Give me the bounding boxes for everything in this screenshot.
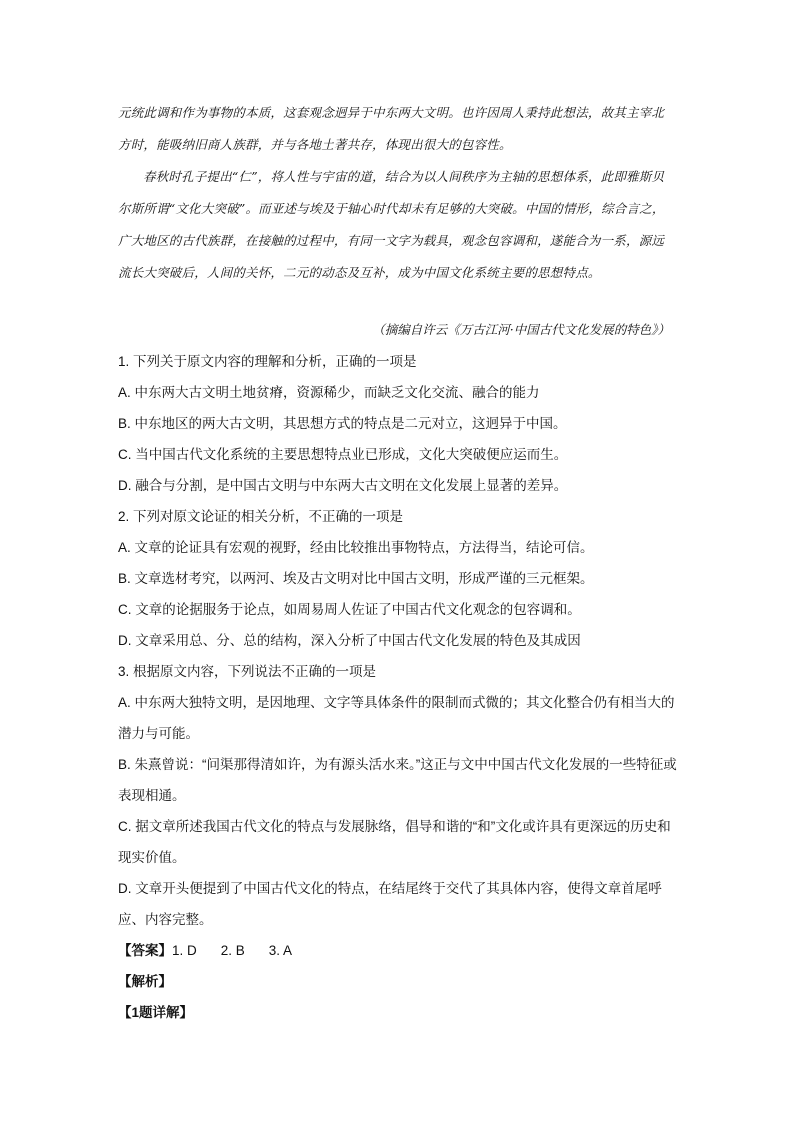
question-2-option-c: C. 文章的论据服务于论点，如周易周人佐证了中国古代文化观念的包容调和。 <box>118 602 581 617</box>
questions-section <box>118 346 678 1028</box>
question-3-stem: 3. 根据原文内容，下列说法不正确的一项是 <box>118 664 377 679</box>
question-2-option-d: D. 文章采用总、分、总的结构，深入分析了中国古代文化发展的特色及其成因 <box>118 633 581 648</box>
question-1-stem: 1. 下列关于原文内容的理解和分析，正确的一项是 <box>118 354 417 369</box>
question-2-stem: 2. 下列对原文论证的相关分析，不正确的一项是 <box>118 509 404 524</box>
question-3-option-a: A. 中东两大独特文明，是因地理、文字等具体条件的限制而式微的；其文化整合仍有相当大的潜力与可能。 <box>118 695 675 741</box>
question-1-option-a: A. 中东两大古文明土地贫瘠，资源稀少，而缺乏文化交流、融合的能力 <box>118 385 540 400</box>
answer-item-3: 3. A <box>268 943 293 958</box>
passage-paragraph-2: 春秋时孔子提出“仁”，将人性与宇宙的道，结合为以人间秩序为主轴的思想体系，此即雅斯贝尔斯所谓“文化大突破”。而亚述与埃及于轴心时代却未有足够的大突破。中国的情形，综合言之，广大地区的古代族群，在接触的过程中，有同一文字为载具，观念包容调和，遂能合为一系，源远流长大突破后，人间的关怀，二元的动态及互补，成为中国文化系统主要的思想特点。 <box>118 169 665 280</box>
answer-label: 【答案】 <box>118 943 172 958</box>
question-3-option-d: D. 文章开头便提到了中国古代文化的特点，在结尾终于交代了其具体内容，使得文章首尾呼应、内容完整。 <box>118 881 662 927</box>
question-1-detail-label: 【1题详解】 <box>118 1005 194 1020</box>
passage-source: （摘编自许云《万古江河·中国古代文化发展的特色》） <box>372 322 670 337</box>
answer-item-1: 1. D <box>172 943 197 958</box>
answer-item-2: 2. B <box>220 943 245 958</box>
question-3-option-b: B. 朱熹曾说：“问渠那得清如许，为有源头活水来。”这正与文中中国古代文化发展的一些特征或表现相通。 <box>118 757 677 803</box>
passage-paragraph-1: 元统此调和作为事物的本质，这套观念迥异于中东两大文明。也许因周人秉持此想法，故其主宰北方时，能吸纳旧商人族群，并与各地土著共存，体现出很大的包容性。 <box>118 105 665 152</box>
question-1-option-c: C. 当中国古代文化系统的主要思想特点业已形成，文化大突破便应运而生。 <box>118 447 568 462</box>
answer-line <box>118 935 678 966</box>
question-1-option-b: B. 中东地区的两大古文明，其思想方式的特点是二元对立，这迥异于中国。 <box>118 416 567 431</box>
question-2-option-b: B. 文章选材考究，以两河、埃及古文明对比中国古文明，形成严谨的三元框架。 <box>118 571 594 586</box>
analysis-label: 【解析】 <box>118 974 172 989</box>
question-1-option-d: D. 融合与分割，是中国古文明与中东两大古文明在文化发展上显著的差异。 <box>118 478 568 493</box>
question-3-option-c: C. 据文章所述我国古代文化的特点与发展脉络，倡导和谐的“和”文化或许具有更深远的历史和现实价值。 <box>118 819 671 865</box>
question-2-option-a: A. 文章的论证具有宏观的视野，经由比较推出事物特点，方法得当，结论可信。 <box>118 540 594 555</box>
